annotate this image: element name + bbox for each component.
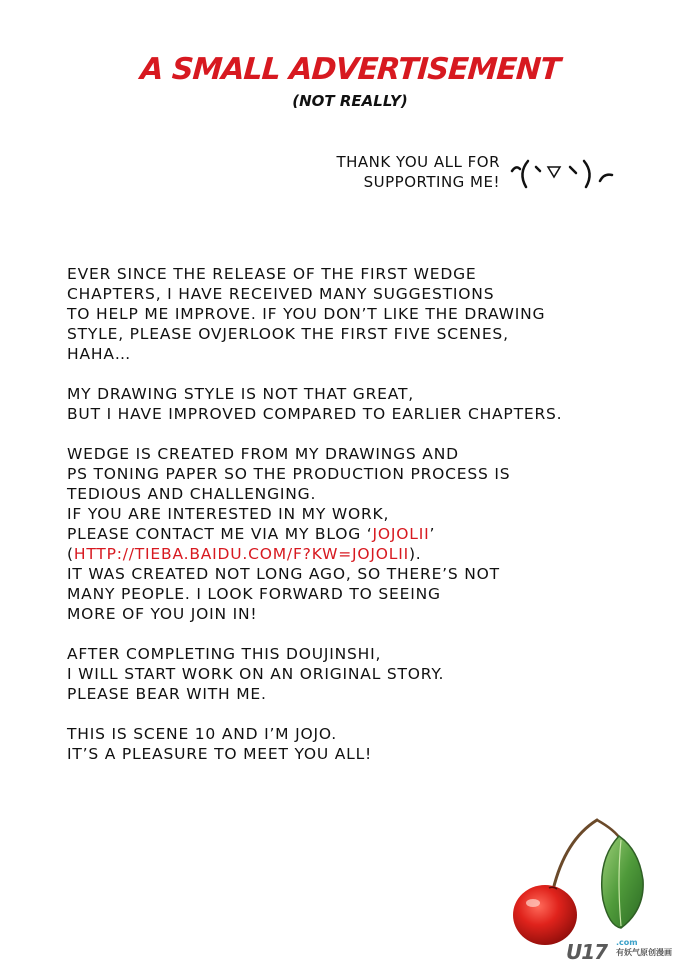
text-line: WEDGE IS CREATED FROM MY DRAWINGS AND — [67, 445, 459, 463]
text-line: TEDIOUS AND CHALLENGING. — [67, 485, 317, 503]
text-line: IT WAS CREATED NOT LONG AGO, SO THERE’S NOT — [67, 565, 500, 583]
text-segment: ). — [408, 545, 422, 563]
thanks-line-2: SUPPORTING ME! — [363, 173, 500, 191]
text-line: STYLE, PLEASE OVJERLOOK THE FIRST FIVE SCENES, — [67, 325, 509, 343]
text-line: MANY PEOPLE. I LOOK FORWARD TO SEEING — [67, 585, 441, 603]
text-segment: ( — [67, 545, 74, 563]
kaomoji-face-icon — [508, 153, 628, 193]
text-line: I WILL START WORK ON AN ORIGINAL STORY. — [67, 665, 445, 683]
text-line: BUT I HAVE IMPROVED COMPARED TO EARLIER CHAPTERS. — [67, 405, 563, 423]
page-title: A SMALL ADVERTISEMENT — [139, 52, 561, 87]
paragraph-3 — [67, 444, 667, 624]
text-line: THIS IS SCENE 10 AND I’M JOJO. — [67, 725, 337, 743]
text-line: MORE OF YOU JOIN IN! — [67, 605, 258, 623]
text-line: TO HELP ME IMPROVE. IF YOU DON’T LIKE THE DRAWING — [67, 305, 546, 323]
text-line: IT’S A PLEASURE TO MEET YOU ALL! — [67, 745, 373, 763]
text-line: PLEASE BEAR WITH ME. — [67, 685, 267, 703]
blog-contact-line — [67, 524, 667, 544]
text-segment: PLEASE CONTACT ME VIA MY BLOG ‘ — [67, 525, 373, 543]
thanks-line-1: THANK YOU ALL FOR — [336, 153, 500, 171]
page-subtitle: (NOT REALLY) — [292, 92, 408, 110]
u17-logo — [566, 940, 686, 962]
text-line: MY DRAWING STYLE IS NOT THAT GREAT, — [67, 385, 414, 403]
text-line: EVER SINCE THE RELEASE OF THE FIRST WEDGE — [67, 265, 477, 283]
logo-tagline-text: 有妖气原创漫画 — [616, 948, 672, 957]
logo-domain-text: .com — [616, 938, 638, 947]
paragraph-5 — [67, 724, 667, 764]
text-segment: ’ — [429, 525, 436, 543]
cherry-illustration — [505, 800, 665, 950]
text-line: HAHA… — [67, 345, 132, 363]
text-line: CHAPTERS, I HAVE RECEIVED MANY SUGGESTIONS — [67, 285, 495, 303]
text-line: PS TONING PAPER SO THE PRODUCTION PROCESS IS — [67, 465, 511, 483]
text-line: AFTER COMPLETING THIS DOUJINSHI, — [67, 645, 382, 663]
blog-name-link[interactable]: JOJOLII — [372, 525, 430, 543]
text-line: IF YOU ARE INTERESTED IN MY WORK, — [67, 505, 390, 523]
paragraph-2 — [67, 384, 667, 424]
body-text — [67, 264, 667, 784]
blog-url-link[interactable]: HTTP://TIEBA.BAIDU.COM/F?KW=JOJOLII — [73, 545, 409, 563]
paragraph-1 — [67, 264, 667, 364]
logo-main-text: U17 — [566, 940, 608, 964]
url-line — [67, 544, 667, 564]
thanks-note — [300, 152, 500, 192]
paragraph-4 — [67, 644, 667, 704]
